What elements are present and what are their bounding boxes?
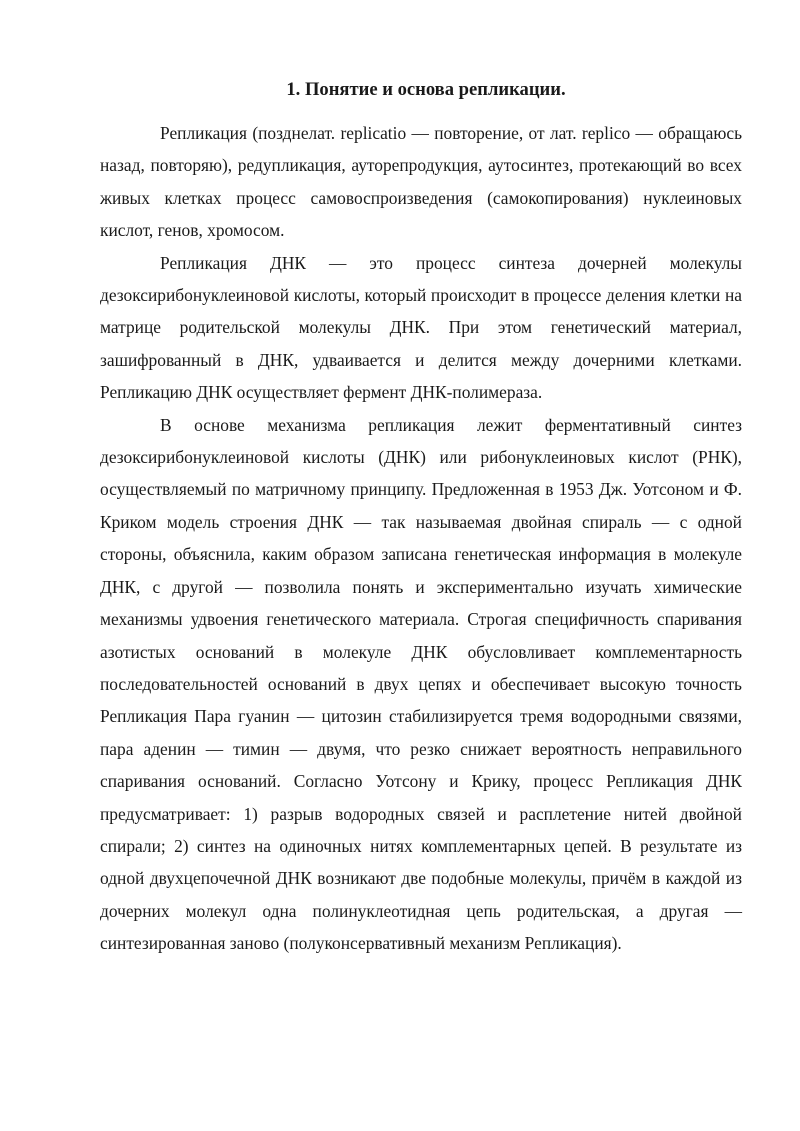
paragraph-definition: Репликация (позднелат. replicatio — повторение, от лат. replico — обращаюсь назад, повторяю), редупликация, ауторепродукция, аутосинтез, протекающий во всех живых клетках процесс самовоспроизведения (самокопирования) нуклеиновых кислот, генов, хромосом. bbox=[100, 123, 742, 241]
document-body bbox=[100, 76, 742, 960]
paragraph-dna-replication: Репликация ДНК — это процесс синтеза дочерней молекулы дезоксирибонуклеиновой кислоты, который происходит в процессе деления клетки на матрице родительской молекулы ДНК. При этом генетический материал, зашифрованный в ДНК, удваивается и делится между дочерними клетками. Репликацию ДНК осуществляет фермент ДНК-полимераза. bbox=[100, 252, 742, 403]
paragraph-mechanism: В основе механизма репликация лежит ферментативный синтез дезоксирибонуклеиновой кислоты (ДНК) или рибонуклеиновых кислот (РНК), осуществляемый по матричному принципу. Предложенная в 1953 Дж. Уотсоном и Ф. Криком модель строения ДНК — так называемая двойная спираль — с одной стороны, объяснила, каким образом записана генетическая информация в молекуле ДНК, с другой — позволила понять и экспериментально изучать химические механизмы удвоения генетического материала. Строгая специфичность спаривания азотистых оснований в молекуле ДНК обусловливает комплементарность последовательностей оснований в двух цепях и обеспечивает высокую точность Репликация Пара гуанин — цитозин стабилизируется тремя водородными связями, пара аденин — тимин — двумя, что резко снижает вероятность неправильного спаривания оснований. Согласно Уотсону и Крику, процесс Репликация ДНК предусматривает: 1) разрыв водородных связей и расплетение нитей двойной спирали; 2) синтез на одиночных нитях комплементарных цепей. В результате из одной двухцепочечной ДНК возникают две подобные молекулы, причём в каждой из дочерних молекул одна полинуклеотидная цепь родительская, а другая — синтезированная заново (полуконсервативный механизм Репликация). bbox=[100, 414, 742, 954]
section-title: 1. Понятие и основа репликации. bbox=[286, 79, 566, 100]
